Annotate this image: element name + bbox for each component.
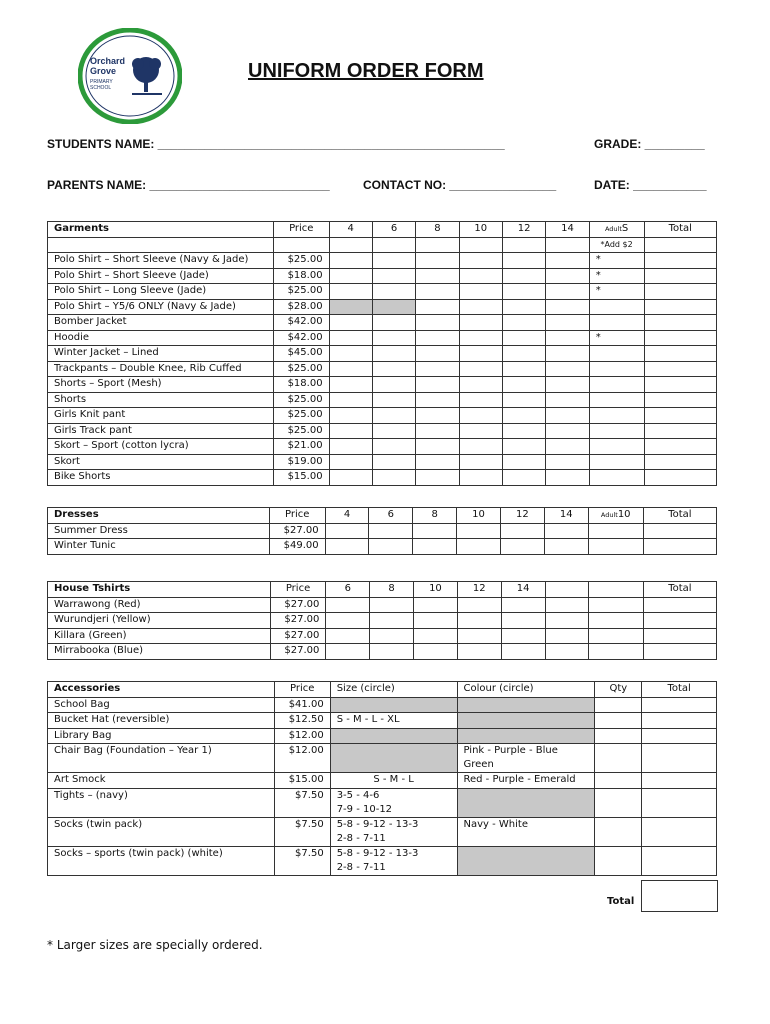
grand-total-label: Total (607, 896, 635, 907)
table-row (48, 713, 717, 729)
grand-total-box[interactable] (641, 880, 718, 912)
student-name-field[interactable]: STUDENTS NAME: ____________________________________________________ (47, 137, 505, 151)
item-name: Chair Bag (Foundation – Year 1) (48, 744, 275, 773)
size-heading: 10 (414, 582, 458, 598)
item-price: $25.00 (273, 253, 329, 269)
table-row (48, 773, 717, 789)
item-price: $19.00 (273, 454, 329, 470)
size-heading: 12 (500, 508, 544, 524)
size-options[interactable]: S - M - L - XL (330, 713, 457, 729)
adult-size-heading (589, 222, 644, 238)
size-line: 5-8 - 9-12 - 13-3 (336, 847, 419, 859)
table-row (48, 539, 717, 555)
item-name: Skort (48, 454, 274, 470)
table-row (48, 523, 717, 539)
adult-size: S (621, 223, 629, 234)
item-name: Socks – sports (twin pack) (white) (48, 846, 275, 875)
item-price: $27.00 (269, 523, 325, 539)
garments-heading: Garments (48, 222, 274, 238)
page-title: UNIFORM ORDER FORM (248, 60, 484, 82)
item-name: Polo Shirt – Short Sleeve (Jade) (48, 268, 274, 284)
item-name: School Bag (48, 697, 275, 713)
table-row (48, 361, 717, 377)
item-price: $18.00 (273, 268, 329, 284)
table-row (48, 377, 717, 393)
price-heading: Price (273, 222, 329, 238)
adult-star[interactable] (589, 346, 644, 362)
add-note: *Add $2 (589, 237, 644, 253)
accessories-table (47, 681, 717, 876)
garments-table (47, 221, 717, 486)
logo-text-orchard: Orchard (90, 56, 126, 66)
size-heading: 4 (329, 222, 372, 238)
adult-size-heading (588, 508, 643, 524)
adult-star[interactable]: * (589, 284, 644, 300)
item-name: Girls Knit pant (48, 408, 274, 424)
item-name: Polo Shirt – Short Sleeve (Navy & Jade) (48, 253, 274, 269)
item-price: $12.00 (274, 728, 330, 744)
item-price: $42.00 (273, 330, 329, 346)
total-heading: Total (642, 682, 717, 698)
adult-star[interactable]: * (589, 268, 644, 284)
item-price: $27.00 (270, 597, 326, 613)
adult-star[interactable] (589, 392, 644, 408)
item-name: Killara (Green) (48, 628, 271, 644)
table-row (48, 253, 717, 269)
adult-star[interactable] (589, 361, 644, 377)
colour-heading: Colour (circle) (457, 682, 595, 698)
item-name: Polo Shirt – Long Sleeve (Jade) (48, 284, 274, 300)
size-heading: 10 (459, 222, 502, 238)
size-line: 7-9 - 10-12 (336, 803, 393, 815)
item-name: Winter Tunic (48, 539, 270, 555)
size-heading: Size (circle) (330, 682, 457, 698)
table-row (48, 284, 717, 300)
size-heading: 4 (325, 508, 369, 524)
item-name: Bomber Jacket (48, 315, 274, 331)
size-heading: 12 (502, 222, 545, 238)
item-name: Summer Dress (48, 523, 270, 539)
item-price: $49.00 (269, 539, 325, 555)
adult-star[interactable] (589, 470, 644, 486)
item-name: Art Smock (48, 773, 275, 789)
item-name: Bucket Hat (reversible) (48, 713, 275, 729)
table-row (48, 817, 717, 846)
item-price: $15.00 (274, 773, 330, 789)
item-price: $12.50 (274, 713, 330, 729)
size-options[interactable] (330, 846, 457, 875)
accessories-heading: Accessories (48, 682, 275, 698)
item-name: Library Bag (48, 728, 275, 744)
item-name: Shorts (48, 392, 274, 408)
adult-star[interactable] (589, 439, 644, 455)
adult-size: 10 (617, 509, 631, 520)
logo-text-primary: PRIMARY (90, 79, 113, 85)
item-name: Wurundjeri (Yellow) (48, 613, 271, 629)
table-row (48, 613, 717, 629)
size-heading: 14 (544, 508, 588, 524)
colour-line: Green (463, 759, 494, 770)
table-row (48, 744, 717, 773)
item-price: $18.00 (273, 377, 329, 393)
adult-star[interactable] (589, 315, 644, 331)
house-header-row (48, 582, 717, 598)
size-heading: 14 (501, 582, 545, 598)
size-options[interactable] (330, 817, 457, 846)
adult-star[interactable] (589, 423, 644, 439)
table-row (48, 788, 717, 817)
logo-text-school: SCHOOL (90, 85, 112, 91)
table-row (48, 268, 717, 284)
table-row (48, 439, 717, 455)
house-tshirts-table (47, 581, 717, 660)
adult-star[interactable]: * (589, 253, 644, 269)
item-price: $25.00 (273, 408, 329, 424)
item-price: $7.50 (274, 788, 330, 817)
size-heading: 6 (326, 582, 370, 598)
item-name: Skort – Sport (cotton lycra) (48, 439, 274, 455)
adult-star[interactable] (589, 408, 644, 424)
item-price: $25.00 (273, 392, 329, 408)
size-heading: 8 (413, 508, 457, 524)
size-heading: 14 (546, 222, 589, 238)
table-row (48, 299, 717, 315)
table-row (48, 597, 717, 613)
table-row (48, 330, 717, 346)
garments-note-row (48, 237, 717, 253)
item-price: $25.00 (273, 361, 329, 377)
size-heading: 6 (372, 222, 415, 238)
grade-field[interactable]: GRADE: _________ (594, 137, 705, 151)
table-row (48, 408, 717, 424)
size-line: 2-8 - 7-11 (336, 832, 386, 844)
garments-header-row (48, 222, 717, 238)
item-name: Warrawong (Red) (48, 597, 271, 613)
item-price: $21.00 (273, 439, 329, 455)
item-name: Polo Shirt – Y5/6 ONLY (Navy & Jade) (48, 299, 274, 315)
table-row (48, 470, 717, 486)
item-price: $41.00 (274, 697, 330, 713)
item-price: $7.50 (274, 817, 330, 846)
adult-label: Adult (604, 225, 622, 233)
school-logo (78, 28, 182, 124)
total-heading: Total (644, 222, 716, 238)
size-line: 3-5 - 4-6 (336, 789, 380, 801)
table-row (48, 454, 717, 470)
table-row (48, 846, 717, 875)
table-row (48, 346, 717, 362)
house-heading: House Tshirts (48, 582, 271, 598)
footnote: * Larger sizes are specially ordered. (47, 938, 263, 952)
item-price: $42.00 (273, 315, 329, 331)
item-price: $25.00 (273, 284, 329, 300)
table-row (48, 315, 717, 331)
table-row (48, 423, 717, 439)
qty-heading: Qty (595, 682, 642, 698)
adult-star[interactable] (589, 299, 644, 315)
table-row (48, 628, 717, 644)
item-name: Trackpants – Double Knee, Rib Cuffed (48, 361, 274, 377)
item-name: Bike Shorts (48, 470, 274, 486)
table-row (48, 392, 717, 408)
size-heading: 8 (416, 222, 459, 238)
item-name: Tights – (navy) (48, 788, 275, 817)
item-name: Mirrabooka (Blue) (48, 644, 271, 660)
total-heading: Total (643, 508, 716, 524)
parent-name-field[interactable]: PARENTS NAME: ___________________________ (47, 178, 330, 192)
size-heading: 12 (457, 582, 501, 598)
logo-text-grove: Grove (90, 66, 117, 76)
dresses-heading: Dresses (48, 508, 270, 524)
total-heading: Total (643, 582, 716, 598)
item-price: $12.00 (274, 744, 330, 773)
item-name: Shorts – Sport (Mesh) (48, 377, 274, 393)
adult-star[interactable] (589, 454, 644, 470)
item-price: $28.00 (273, 299, 329, 315)
table-row (48, 697, 717, 713)
adult-label: Adult (600, 511, 618, 519)
colour-options[interactable]: Red - Purple - Emerald (457, 773, 595, 789)
item-price: $27.00 (270, 613, 326, 629)
size-heading: 10 (457, 508, 501, 524)
size-line: 5-8 - 9-12 - 13-3 (336, 818, 419, 830)
item-price: $7.50 (274, 846, 330, 875)
item-price: $27.00 (270, 628, 326, 644)
dresses-header-row (48, 508, 717, 524)
item-name: Girls Track pant (48, 423, 274, 439)
item-price: $27.00 (270, 644, 326, 660)
item-price: $25.00 (273, 423, 329, 439)
price-heading: Price (274, 682, 330, 698)
dresses-table (47, 507, 717, 555)
price-heading: Price (270, 582, 326, 598)
size-heading: 6 (369, 508, 413, 524)
price-heading: Price (269, 508, 325, 524)
date-field[interactable]: DATE: ___________ (594, 178, 707, 192)
item-price: $15.00 (273, 470, 329, 486)
size-options[interactable]: S - M - L (330, 773, 457, 789)
tree-icon (132, 57, 162, 94)
adult-star[interactable]: * (589, 330, 644, 346)
item-name: Socks (twin pack) (48, 817, 275, 846)
size-line: 2-8 - 7-11 (336, 861, 386, 873)
item-name: Hoodie (48, 330, 274, 346)
table-row (48, 728, 717, 744)
adult-star[interactable] (589, 377, 644, 393)
table-row (48, 644, 717, 660)
item-name: Winter Jacket – Lined (48, 346, 274, 362)
size-heading: 8 (370, 582, 414, 598)
size-options[interactable] (330, 788, 457, 817)
item-price: $45.00 (273, 346, 329, 362)
colour-options[interactable] (457, 744, 595, 773)
colour-options[interactable]: Navy - White (457, 817, 595, 846)
colour-line: Pink - Purple - Blue (463, 745, 558, 756)
contact-field[interactable]: CONTACT NO: ________________ (363, 178, 557, 192)
accessories-header-row (48, 682, 717, 698)
